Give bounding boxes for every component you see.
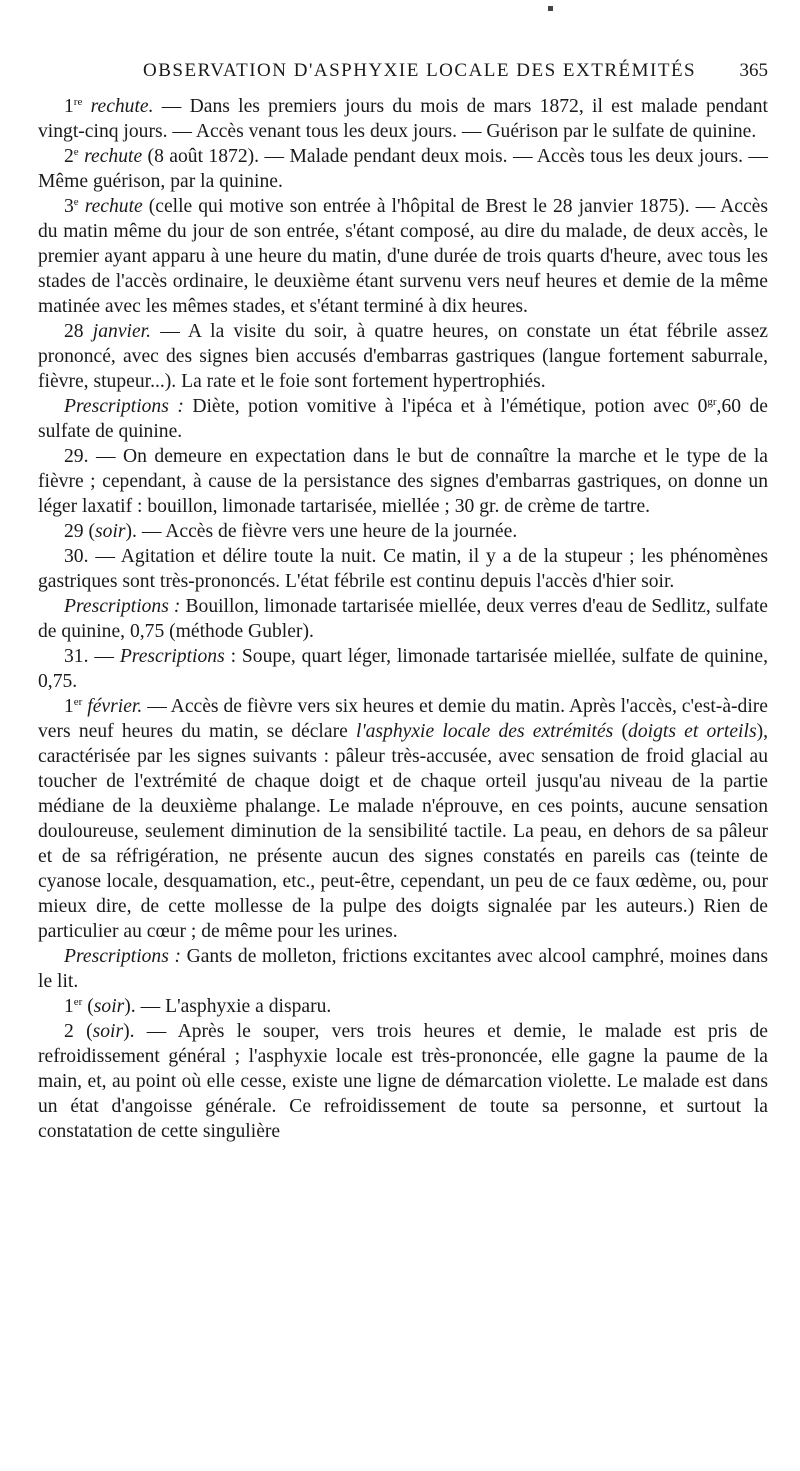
text-run: 3 bbox=[64, 196, 74, 217]
paragraph bbox=[38, 94, 768, 144]
text-run: ( bbox=[82, 996, 94, 1017]
text-run: 1 bbox=[64, 996, 74, 1017]
text-run: : Soupe, quart léger, limonade tartarisée miellée, sulfate de quinine, 0,75. bbox=[38, 646, 768, 692]
paragraph bbox=[38, 644, 768, 694]
text-run: ). — Accès de fièvre vers une heure de la journée. bbox=[125, 521, 518, 542]
italic-text: rechute. bbox=[90, 96, 154, 117]
text-run: 30. — Agitation et délire toute la nuit. Ce matin, il y a de la stupeur ; les phénomènes gastriques sont très-prononcés. L'état fébrile est continu depuis l'accès d'hier soir. bbox=[38, 546, 768, 592]
italic-text: Prescriptions : bbox=[64, 596, 181, 617]
italic-text: soir bbox=[92, 1021, 124, 1042]
text-run: Bouillon, limonade tartarisée miellée, deux verres d'eau de Sedlitz, sulfate de quinine, 0,75 (méthode Gubler). bbox=[38, 596, 769, 642]
text-run bbox=[82, 96, 90, 117]
text-run: Gants de molleton, frictions excitantes avec alcool camphré, moines dans le lit. bbox=[38, 946, 768, 992]
text-run: 28 bbox=[64, 321, 93, 342]
paragraph bbox=[38, 519, 768, 544]
paragraph bbox=[38, 319, 768, 394]
paragraph bbox=[38, 994, 768, 1019]
italic-text: rechute bbox=[84, 196, 143, 217]
paragraph bbox=[38, 194, 768, 319]
superscript-text: e bbox=[73, 146, 79, 158]
italic-text: soir bbox=[95, 521, 126, 542]
italic-text: rechute bbox=[84, 146, 143, 167]
paragraph bbox=[38, 544, 768, 594]
text-run: ). — L'asphyxie a disparu. bbox=[124, 996, 332, 1017]
text-run: ,60 de sulfate de quinine. bbox=[38, 396, 769, 442]
running-title: OBSERVATION D'ASPHYXIE LOCALE DES EXTRÉMITÉS bbox=[143, 60, 697, 81]
paragraph bbox=[38, 144, 768, 194]
text-run: 2 ( bbox=[64, 1021, 93, 1042]
superscript-text: re bbox=[73, 96, 83, 108]
italic-text: l'asphyxie locale des extrémités bbox=[356, 721, 614, 742]
superscript-text: er bbox=[73, 996, 83, 1008]
text-run: (8 août 1872). — Malade pendant deux mois. — Accès tous les deux jours. — Même guérison, par la quinine. bbox=[38, 146, 768, 192]
text-run: — Accès de fièvre vers six heures et demie du matin. Après l'accès, c'est-à-dire vers neuf heures du matin, se déclare bbox=[38, 696, 768, 742]
running-header bbox=[38, 60, 768, 94]
superscript-text: e bbox=[73, 196, 79, 208]
paragraph bbox=[38, 694, 768, 944]
italic-text: Prescriptions : bbox=[64, 396, 184, 417]
text-run: — Dans les premiers jours du mois de mars 1872, il est malade pendant vingt-cinq jours. — Accès venant tous les deux jours. — Guérison par le sulfate de quinine. bbox=[38, 96, 768, 142]
italic-text: Prescriptions : bbox=[64, 946, 181, 967]
text-run: 29. — On demeure en expectation dans le but de connaître la marche et le type de la fièvre ; cependant, à cause de la persistance des signes d'embarras gastriques, on donne un léger laxatif : bouillon, limonade tartarisée, miellée ; 30 gr. de crème de tartre. bbox=[38, 446, 768, 517]
italic-text: doigts et orteils bbox=[628, 721, 757, 742]
text-run: — A la visite du soir, à quatre heures, on constate un état fébrile assez prononcé, avec des signes bien accusés d'embarras gastriques (langue fortement saburrale, fièvre, stupeur...). La rate et le foie sont fortement hypertrophiés. bbox=[38, 321, 768, 392]
text-run: 31. — bbox=[64, 646, 120, 667]
text-run: 1 bbox=[64, 96, 74, 117]
paragraph bbox=[38, 444, 768, 519]
text-run: (celle qui motive son entrée à l'hôpital de Brest le 28 janvier 1875). — Accès du matin même du jour de son entrée, s'étant composé, au dire du malade, de deux accès, le premier ayant apparu à une heure du matin, d'une durée de trois quarts d'heure, avec tous les stades de l'accès ordinaire, le deuxième étant survenu vers neuf heures et demie de la même matinée avec les mêmes stades, et s'étant terminé à dix heures. bbox=[38, 196, 768, 317]
text-run: 1 bbox=[64, 696, 74, 717]
text-run: ), caractérisée par les signes suivants : pâleur très-accusée, avec sensation de froid glacial au toucher de l'extrémité de chaque doigt et de chaque orteil jusqu'au niveau de la partie médiane de la deuxième phalange. Le malade n'éprouve, en ces points, aucune sensation douloureuse, seulement diminution de la sensibilité tactile. La peau, en dehors de sa pâleur et de sa réfrigération, ne présente aucun des signes constatés en pareils cas (teinte de cyanose locale, desquamation, etc., peut-être, cependant, un peu de ce faux œdème, ou, pour mieux dire, de cette mollesse de la pulpe des doigts signalée par les auteurs.) Rien de particulier au cœur ; de même pour les urines. bbox=[38, 721, 769, 942]
italic-text: février. bbox=[87, 696, 143, 717]
superscript-text: er bbox=[73, 696, 83, 708]
paragraph bbox=[38, 944, 768, 994]
text-run: ). — Après le souper, vers trois heures et demie, le malade est pris de refroidissement général ; l'asphyxie locale est très-prononcée, elle gagne la paume de la main, et, au point où elle cesse, existe une ligne de démarcation violette. Le malade est dans un état d'angoisse générale. Ce refroidissement de toute sa personne, et surtout la constatation de cette singulière bbox=[38, 1021, 768, 1142]
text-run: 2 bbox=[64, 146, 74, 167]
page-number: 365 bbox=[739, 60, 768, 81]
italic-text: janvier. bbox=[92, 321, 152, 342]
print-speck bbox=[548, 6, 553, 11]
text-run: ( bbox=[613, 721, 629, 742]
superscript-text: gr bbox=[707, 396, 717, 408]
paragraph bbox=[38, 394, 768, 444]
italic-text: soir bbox=[93, 996, 125, 1017]
text-run: 29 ( bbox=[64, 521, 96, 542]
paragraph bbox=[38, 594, 768, 644]
body-text bbox=[38, 94, 768, 1144]
italic-text: Prescriptions bbox=[119, 646, 225, 667]
paragraph bbox=[38, 1019, 768, 1144]
text-run: Diète, potion vomitive à l'ipéca et à l'émétique, potion avec 0 bbox=[183, 396, 708, 417]
